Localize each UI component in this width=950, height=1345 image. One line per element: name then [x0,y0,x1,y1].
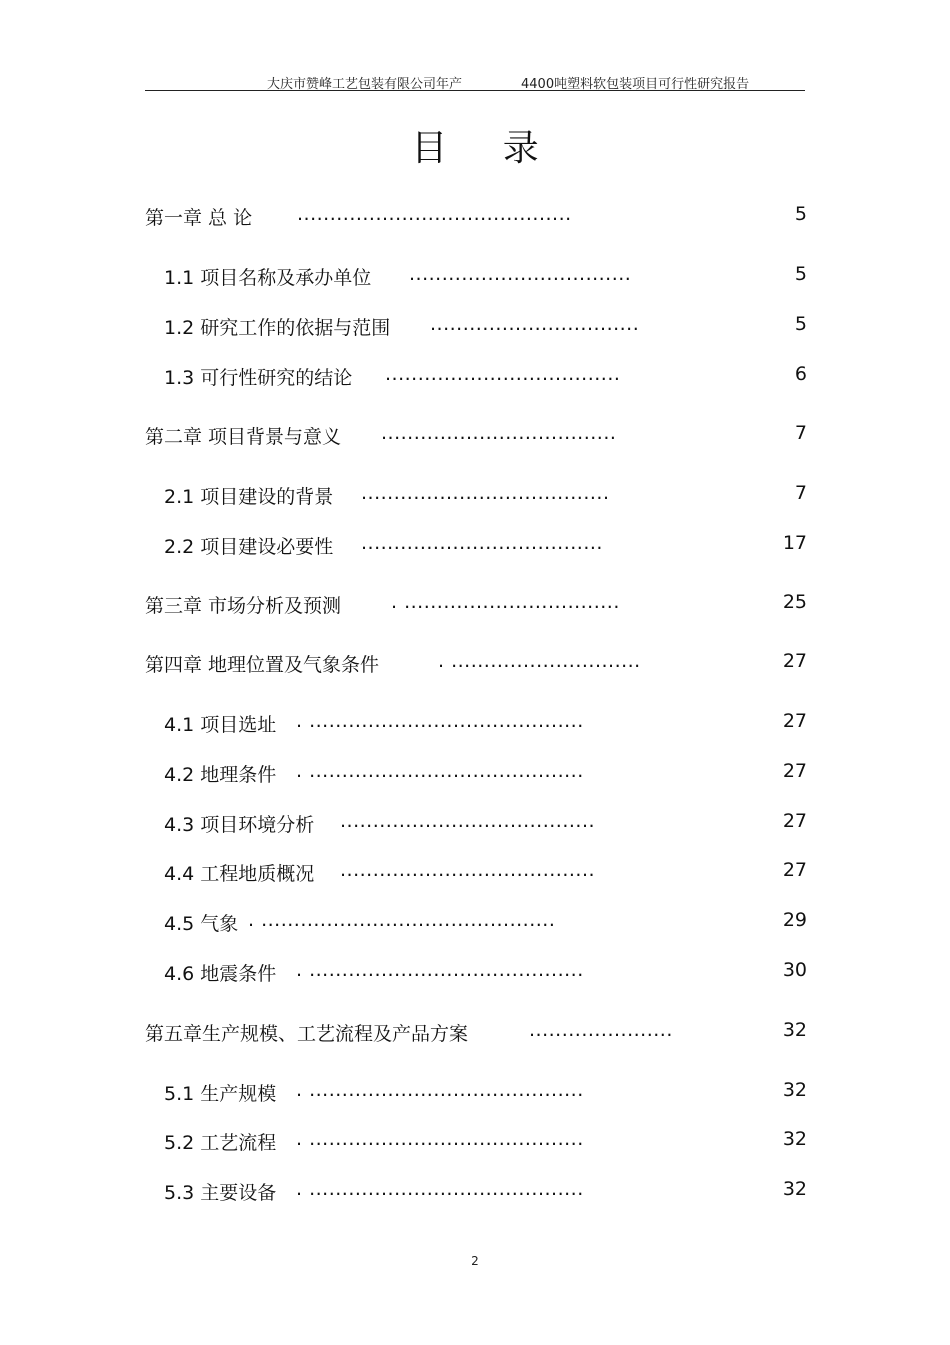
toc-leader-dots: ...................................... [361,482,610,504]
toc-entry-label: 2.2 项目建设必要性 [164,536,334,558]
toc-leader-dots: . ............................................. [248,909,556,931]
toc-entry-chapter-5[interactable] [145,1019,807,1043]
toc-entry-section-4-4[interactable] [164,859,807,883]
toc-leader-dots: . .......................................... [296,1079,584,1101]
toc-entry-label: 第五章生产规模、工艺流程及产品方案 [145,1023,469,1045]
toc-entry-label: 1.2 研究工作的依据与范围 [164,317,391,339]
toc-leader-dots: . .......................................... [296,1128,584,1150]
toc-page-number: 5 [794,203,807,225]
toc-entry-section-4-2[interactable] [164,760,807,784]
toc-entry-label: 4.2 地理条件 [164,764,277,786]
toc-entry-section-4-6[interactable] [164,959,807,983]
toc-entry-chapter-2[interactable] [145,422,807,446]
toc-page-number: 27 [782,710,807,732]
toc-page-number: 32 [782,1079,807,1101]
toc-entry-label: 1.3 可行性研究的结论 [164,367,353,389]
toc-entry-section-4-3[interactable] [164,810,807,834]
toc-entry-chapter-3[interactable] [145,591,807,615]
toc-entry-label: 1.1 项目名称及承办单位 [164,267,372,289]
toc-leader-dots: .................................... [385,363,621,385]
toc-leader-dots: . .......................................... [296,959,584,981]
toc-entry-label: 第三章 市场分析及预测 [145,595,342,617]
toc-leader-dots: .................................. [409,263,632,285]
toc-page-number: 7 [794,482,807,504]
toc-page-number: 27 [782,760,807,782]
toc-entry-section-2-2[interactable] [164,532,807,556]
toc-leader-dots: . .......................................... [296,710,584,732]
toc-entry-label: 第一章 总 论 [145,207,253,229]
toc-entry-label: 5.2 工艺流程 [164,1132,277,1154]
toc-page-number: 32 [782,1128,807,1150]
toc-leader-dots: ....................................... [340,810,596,832]
toc-entry-label: 5.3 主要设备 [164,1182,277,1204]
toc-entry-section-4-1[interactable] [164,710,807,734]
page-number-footer: 2 [471,1254,479,1268]
toc-leader-dots: . ............................. [438,650,641,672]
page-title: 目 录 [411,128,561,169]
toc-entry-label: 第四章 地理位置及气象条件 [145,654,380,676]
toc-entry-section-4-5[interactable] [164,909,807,933]
toc-entry-label: 第二章 项目背景与意义 [145,426,342,448]
header-right-text: 4400吨塑料软包装项目可行性研究报告 [521,77,750,92]
toc-leader-dots: . ................................. [391,591,620,613]
toc-page-number: 17 [782,532,807,554]
toc-entry-section-1-2[interactable] [164,313,807,337]
toc-page-number: 27 [782,650,807,672]
toc-leader-dots: ....................................... [340,859,596,881]
toc-leader-dots: . .......................................... [296,760,584,782]
toc-page-number: 32 [782,1019,807,1041]
toc-entry-label: 2.1 项目建设的背景 [164,486,334,508]
toc-leader-dots: .......................................... [297,203,572,225]
toc-entry-section-5-1[interactable] [164,1079,807,1103]
toc-entry-section-5-2[interactable] [164,1128,807,1152]
toc-page-number: 5 [794,263,807,285]
toc-page-number: 27 [782,810,807,832]
toc-entry-section-1-1[interactable] [164,263,807,287]
toc-page-number: 5 [794,313,807,335]
toc-entry-section-1-3[interactable] [164,363,807,387]
toc-leader-dots: ...................... [529,1019,673,1041]
toc-entry-label: 4.3 项目环境分析 [164,814,315,836]
toc-page-number: 29 [782,909,807,931]
toc-leader-dots: .................................... [381,422,617,444]
toc-leader-dots: . .......................................... [296,1178,584,1200]
toc-page-number: 32 [782,1178,807,1200]
toc-leader-dots: ................................ [430,313,640,335]
toc-entry-label: 4.5 气象 [164,913,239,935]
toc-page-number: 30 [782,959,807,981]
toc-entry-label: 4.4 工程地质概况 [164,863,315,885]
toc-entry-chapter-4[interactable] [145,650,807,674]
toc-entry-label: 5.1 生产规模 [164,1083,277,1105]
toc-page-number: 27 [782,859,807,881]
toc-entry-section-2-1[interactable] [164,482,807,506]
toc-entry-section-5-3[interactable] [164,1178,807,1202]
toc-page-number: 6 [794,363,807,385]
toc-leader-dots: ..................................... [361,532,603,554]
toc-entry-label: 4.1 项目选址 [164,714,277,736]
header-left-text: 大庆市赞峰工艺包装有限公司年产 [267,77,463,92]
toc-entry-chapter-1[interactable] [145,203,807,227]
toc-entry-label: 4.6 地震条件 [164,963,277,985]
toc-page-number: 25 [782,591,807,613]
toc-page-number: 7 [794,422,807,444]
